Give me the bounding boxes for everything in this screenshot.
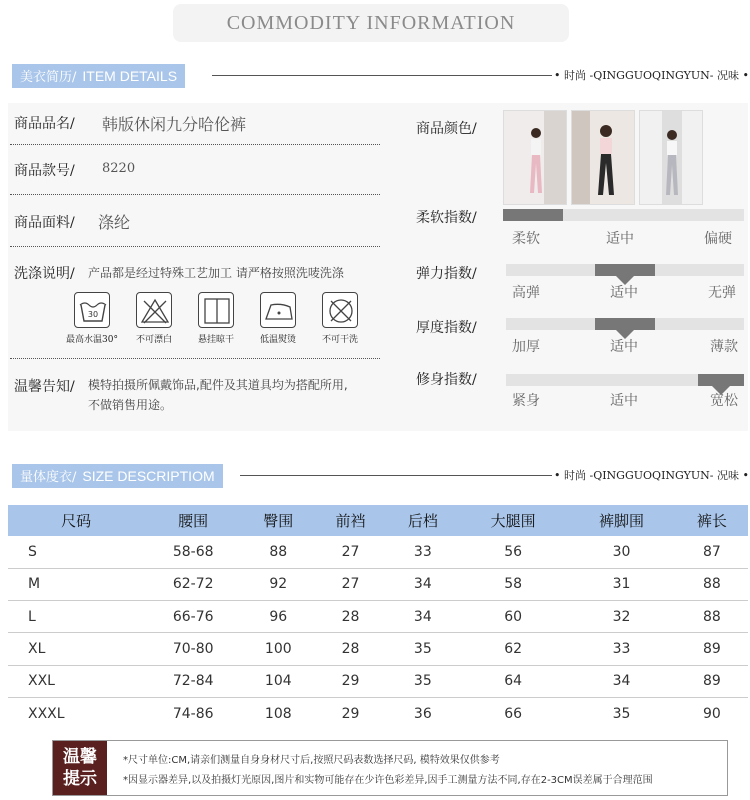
softness-label: 柔软指数/ bbox=[416, 210, 477, 226]
table-cell: 74-86 bbox=[172, 706, 214, 723]
wash-temp-number: 30 bbox=[87, 310, 99, 319]
table-cell: 27 bbox=[314, 536, 386, 568]
table-row bbox=[8, 601, 748, 633]
table-cell: 62 bbox=[459, 633, 567, 665]
table-cell: 32 bbox=[567, 601, 675, 633]
color-label: 商品颜色/ bbox=[416, 121, 477, 137]
product-code-label: 商品款号/ bbox=[14, 163, 75, 179]
pink-variant-photo[interactable] bbox=[503, 110, 567, 205]
care-item-hang bbox=[186, 292, 246, 345]
table-cell: 70-80 bbox=[144, 633, 242, 665]
table-cell: 90 bbox=[702, 706, 721, 723]
color-photos bbox=[503, 110, 703, 205]
thickness-scale-mid: 适中 bbox=[610, 339, 638, 355]
elasticity-bar bbox=[506, 264, 744, 276]
care-label: 不可干洗 bbox=[321, 335, 358, 345]
table-cell: 29 bbox=[314, 665, 386, 697]
care-item-wash bbox=[62, 292, 122, 345]
hang-dry-icon bbox=[198, 292, 234, 328]
elasticity-label: 弹力指数/ bbox=[416, 266, 477, 282]
product-name-label: 商品品名/ bbox=[14, 116, 75, 132]
product-name-value: 韩版休闲九分哈伦裤 bbox=[102, 115, 247, 134]
fit-scale-high: 宽松 bbox=[710, 393, 738, 409]
thickness-indicator bbox=[595, 318, 655, 330]
fabric-label: 商品面料/ bbox=[14, 215, 75, 231]
fit-scale-low: 紧身 bbox=[512, 393, 540, 409]
size-table-header bbox=[8, 505, 748, 536]
care-label: 悬挂晾干 bbox=[197, 335, 234, 345]
no-bleach-icon bbox=[136, 292, 172, 328]
table-cell: 35 bbox=[387, 633, 459, 665]
table-cell: 31 bbox=[567, 568, 675, 600]
header-divider bbox=[212, 75, 552, 76]
size-description-cn: 量体度衣/ bbox=[20, 470, 77, 485]
table-cell: 34 bbox=[387, 568, 459, 600]
table-cell: 60 bbox=[459, 601, 567, 633]
header-hip: 臀围 bbox=[242, 505, 314, 536]
care-label: 最高水温30° bbox=[66, 335, 118, 345]
size-description-header bbox=[12, 464, 750, 488]
size-cell: S bbox=[8, 536, 144, 568]
table-cell: 30 bbox=[567, 536, 675, 568]
size-cell: XXL bbox=[8, 665, 144, 697]
divider bbox=[10, 358, 380, 359]
thickness-label: 厚度指数/ bbox=[416, 320, 477, 336]
table-row bbox=[8, 698, 748, 730]
header-leg-opening: 裤脚围 bbox=[567, 505, 675, 536]
elasticity-indicator bbox=[595, 264, 655, 276]
table-cell: 96 bbox=[242, 601, 314, 633]
fit-indicator bbox=[698, 374, 744, 386]
table-cell: 66 bbox=[504, 706, 523, 723]
header-thigh: 大腿围 bbox=[459, 505, 567, 536]
table-row bbox=[8, 568, 748, 600]
item-details-tag bbox=[12, 64, 185, 88]
brand-slogan: • 时尚 -QINGGUOQINGYUN- 况味 • bbox=[554, 469, 749, 482]
header-divider bbox=[240, 475, 552, 476]
header-front-rise: 前裆 bbox=[314, 505, 386, 536]
tips-line-1: *尺寸单位:CM,请亲们测量自身身材尺寸后,按照尺码表数选择尺码, 模特效果仅供参考 bbox=[123, 755, 500, 766]
no-dry-clean-icon bbox=[322, 292, 358, 328]
size-description-en: SIZE DESCRIPTIOM bbox=[82, 468, 215, 484]
table-row bbox=[8, 633, 748, 665]
table-cell: 62-72 bbox=[144, 568, 242, 600]
care-item-bleach bbox=[124, 292, 184, 345]
care-icons bbox=[62, 292, 358, 352]
divider bbox=[10, 194, 380, 195]
fit-label: 修身指数/ bbox=[416, 372, 477, 388]
care-label: 不可漂白 bbox=[135, 335, 172, 345]
tips-badge-line-2: 提示 bbox=[63, 769, 97, 789]
table-cell: 104 bbox=[242, 665, 314, 697]
item-details-en: ITEM DETAILS bbox=[82, 68, 178, 84]
header-waist: 腰围 bbox=[144, 505, 242, 536]
divider bbox=[10, 246, 380, 247]
tips-badge bbox=[53, 741, 107, 795]
low-iron-icon bbox=[260, 292, 296, 328]
table-cell: 89 bbox=[676, 665, 748, 697]
table-cell: 72-84 bbox=[144, 665, 242, 697]
table-cell: 29 bbox=[341, 706, 360, 723]
table-cell: 33 bbox=[567, 633, 675, 665]
care-label: 低温熨烫 bbox=[259, 335, 296, 345]
care-item-dryclean bbox=[310, 292, 370, 345]
commodity-info-banner bbox=[173, 4, 569, 42]
size-cell: L bbox=[8, 601, 144, 633]
table-cell: 66-76 bbox=[144, 601, 242, 633]
tips-badge-line-1: 温馨 bbox=[63, 747, 97, 767]
fit-bar bbox=[506, 374, 744, 386]
table-cell: 89 bbox=[676, 633, 748, 665]
grey-variant-photo[interactable] bbox=[639, 110, 703, 205]
fit-scale-mid: 适中 bbox=[610, 393, 638, 409]
black-variant-photo[interactable] bbox=[571, 110, 635, 205]
table-cell: 108 bbox=[264, 706, 292, 723]
table-cell: 64 bbox=[459, 665, 567, 697]
size-cell: M bbox=[8, 568, 144, 600]
table-cell: 87 bbox=[676, 536, 748, 568]
tips-box bbox=[52, 740, 728, 796]
size-cell: XXXL bbox=[28, 706, 65, 723]
table-cell: 34 bbox=[387, 601, 459, 633]
elasticity-scale-mid: 适中 bbox=[610, 285, 638, 301]
header-back-rise: 后档 bbox=[387, 505, 459, 536]
table-cell: 28 bbox=[314, 601, 386, 633]
table-cell: 34 bbox=[567, 665, 675, 697]
table-cell: 58 bbox=[459, 568, 567, 600]
notice-label: 温馨告知/ bbox=[14, 379, 75, 395]
table-cell: 36 bbox=[413, 706, 432, 723]
size-cell: XL bbox=[8, 633, 144, 665]
wash-30-icon bbox=[74, 292, 110, 328]
table-cell: 35 bbox=[612, 706, 631, 723]
thickness-scale-low: 加厚 bbox=[512, 339, 540, 355]
notice-line-1: 模特拍摄所佩戴饰品,配件及其道具均为搭配所用, bbox=[88, 378, 348, 392]
wash-label: 洗涤说明/ bbox=[14, 266, 75, 282]
table-row bbox=[8, 536, 748, 568]
table-row bbox=[8, 665, 748, 697]
table-cell: 33 bbox=[387, 536, 459, 568]
care-item-iron bbox=[248, 292, 308, 345]
table-cell: 88 bbox=[676, 601, 748, 633]
banner-title: COMMODITY INFORMATION bbox=[226, 12, 516, 34]
item-details-header bbox=[12, 64, 750, 88]
table-cell: 28 bbox=[314, 633, 386, 665]
softness-bar bbox=[503, 209, 744, 221]
size-description-tag bbox=[12, 464, 223, 488]
softness-scale-low: 柔软 bbox=[512, 231, 540, 247]
softness-scale-mid: 适中 bbox=[606, 231, 634, 247]
fabric-value: 涤纶 bbox=[98, 213, 131, 232]
softness-indicator bbox=[503, 209, 563, 221]
brand-slogan: • 时尚 -QINGGUOQINGYUN- 况味 • bbox=[554, 69, 749, 82]
softness-scale-high: 偏硬 bbox=[704, 231, 732, 247]
table-cell: 100 bbox=[242, 633, 314, 665]
wash-value: 产品都是经过特殊工艺加工 请严格按照洗唛洗涤 bbox=[88, 266, 344, 280]
tips-line-2: *因显示器差异,以及拍摄灯光原因,图片和实物可能存在少许色彩差异,因手工测量方法不同,存在2-3CM误差属于合理范围 bbox=[123, 775, 653, 786]
table-cell: 58-68 bbox=[144, 536, 242, 568]
elasticity-scale-low: 高弹 bbox=[512, 285, 540, 301]
table-cell: 88 bbox=[676, 568, 748, 600]
table-cell: 56 bbox=[459, 536, 567, 568]
notice-line-2: 不做销售用途。 bbox=[88, 398, 173, 412]
elasticity-scale-high: 无弹 bbox=[708, 285, 736, 301]
table-cell: 35 bbox=[387, 665, 459, 697]
divider bbox=[10, 144, 380, 145]
header-length: 裤长 bbox=[676, 505, 748, 536]
product-code-value: 8220 bbox=[102, 161, 136, 176]
table-cell: 88 bbox=[242, 536, 314, 568]
size-table bbox=[8, 505, 748, 730]
table-cell: 27 bbox=[314, 568, 386, 600]
thickness-bar bbox=[506, 318, 744, 330]
thickness-scale-high: 薄款 bbox=[710, 339, 738, 355]
header-size: 尺码 bbox=[8, 505, 144, 536]
table-cell: 92 bbox=[242, 568, 314, 600]
item-details-cn: 美衣简历/ bbox=[20, 70, 77, 85]
